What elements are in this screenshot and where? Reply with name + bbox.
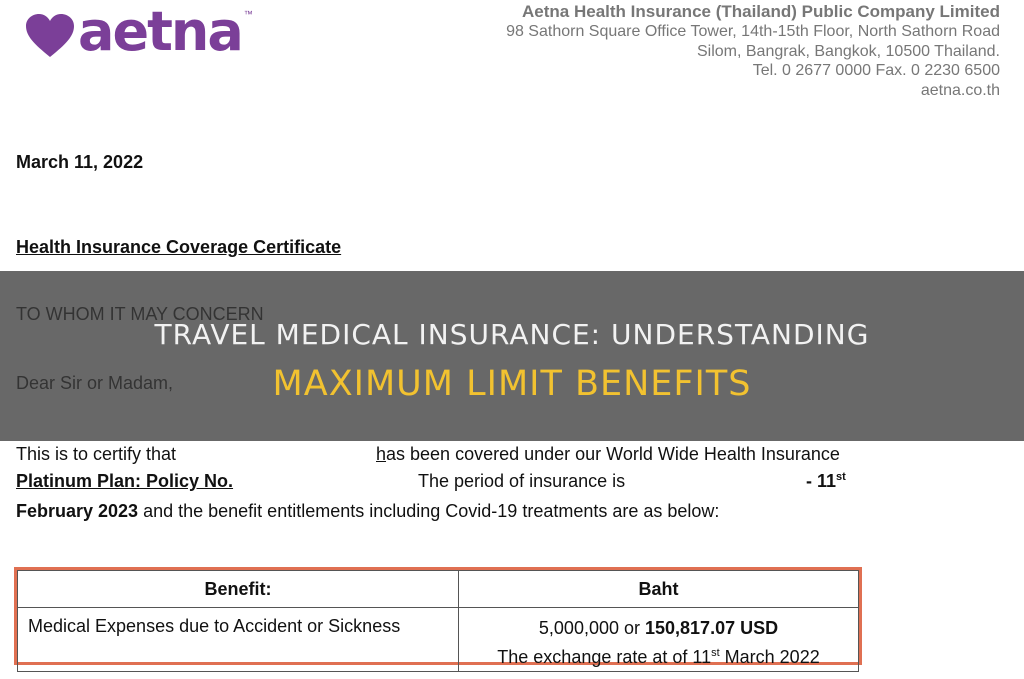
benefit-column-header: Benefit:: [18, 571, 459, 608]
benefit-cell: Medical Expenses due to Accident or Sickness: [18, 608, 459, 672]
amount-cell: [459, 608, 859, 672]
amount-column-header: Baht: [459, 571, 859, 608]
plan-label: Platinum Plan: Policy No.: [16, 471, 234, 491]
period-end-month: February 2023: [16, 501, 139, 521]
period-end-day-text: - 11: [806, 471, 837, 491]
logo-wordmark: aetna: [78, 0, 242, 63]
company-address-2: Silom, Bangrak, Bangkok, 10500 Thailand.: [696, 42, 1000, 60]
company-header: [506, 2, 1000, 100]
exchange-rate-line: [460, 641, 857, 670]
aetna-logo: [24, 0, 253, 63]
entitlements-text: and the benefit entitlements including Covid-19 treatments are as below:: [138, 501, 720, 521]
exchange-rate-end: March 2022: [719, 647, 820, 667]
exchange-rate-suffix: st: [711, 647, 720, 659]
amount-baht: 5,000,000 or: [538, 618, 645, 638]
certify-text-start: This is to certify that: [16, 444, 177, 464]
trademark-mark: ™: [243, 9, 253, 19]
title-banner: [0, 271, 1024, 441]
entitlements-sentence: [16, 501, 719, 522]
letter-date: March 11, 2022: [16, 152, 144, 172]
certify-text-end: [376, 444, 840, 465]
amount-usd: 150,817.07 USD: [645, 618, 779, 638]
exchange-rate-prefix: The exchange rate at of 11: [497, 647, 712, 667]
company-address-1: 98 Sathorn Square Office Tower, 14th-15th Floor, North Sathorn Road: [506, 23, 1000, 40]
company-name: Aetna Health Insurance (Thailand) Public Company Limited: [522, 2, 1000, 21]
benefit-table: [14, 567, 862, 665]
banner-title-line-2: MAXIMUM LIMIT BENEFITS: [272, 364, 752, 404]
heart-icon: [24, 13, 76, 59]
period-label: The period of insurance is: [418, 471, 626, 491]
certify-text-end-first: h: [376, 444, 387, 464]
period-end-day-suffix: st: [836, 471, 846, 483]
certify-text-end-rest: as been covered under our World Wide Health Insurance: [386, 444, 840, 464]
banner-title-line-1: TRAVEL MEDICAL INSURANCE: UNDERSTANDING: [154, 318, 870, 351]
company-website: aetna.co.th: [920, 81, 1000, 99]
company-contact: Tel. 0 2677 0000 Fax. 0 2230 6500: [752, 62, 1000, 79]
amount-line: [460, 616, 857, 641]
certificate-title: Health Insurance Coverage Certificate: [16, 237, 342, 257]
period-end-day: [806, 471, 846, 492]
